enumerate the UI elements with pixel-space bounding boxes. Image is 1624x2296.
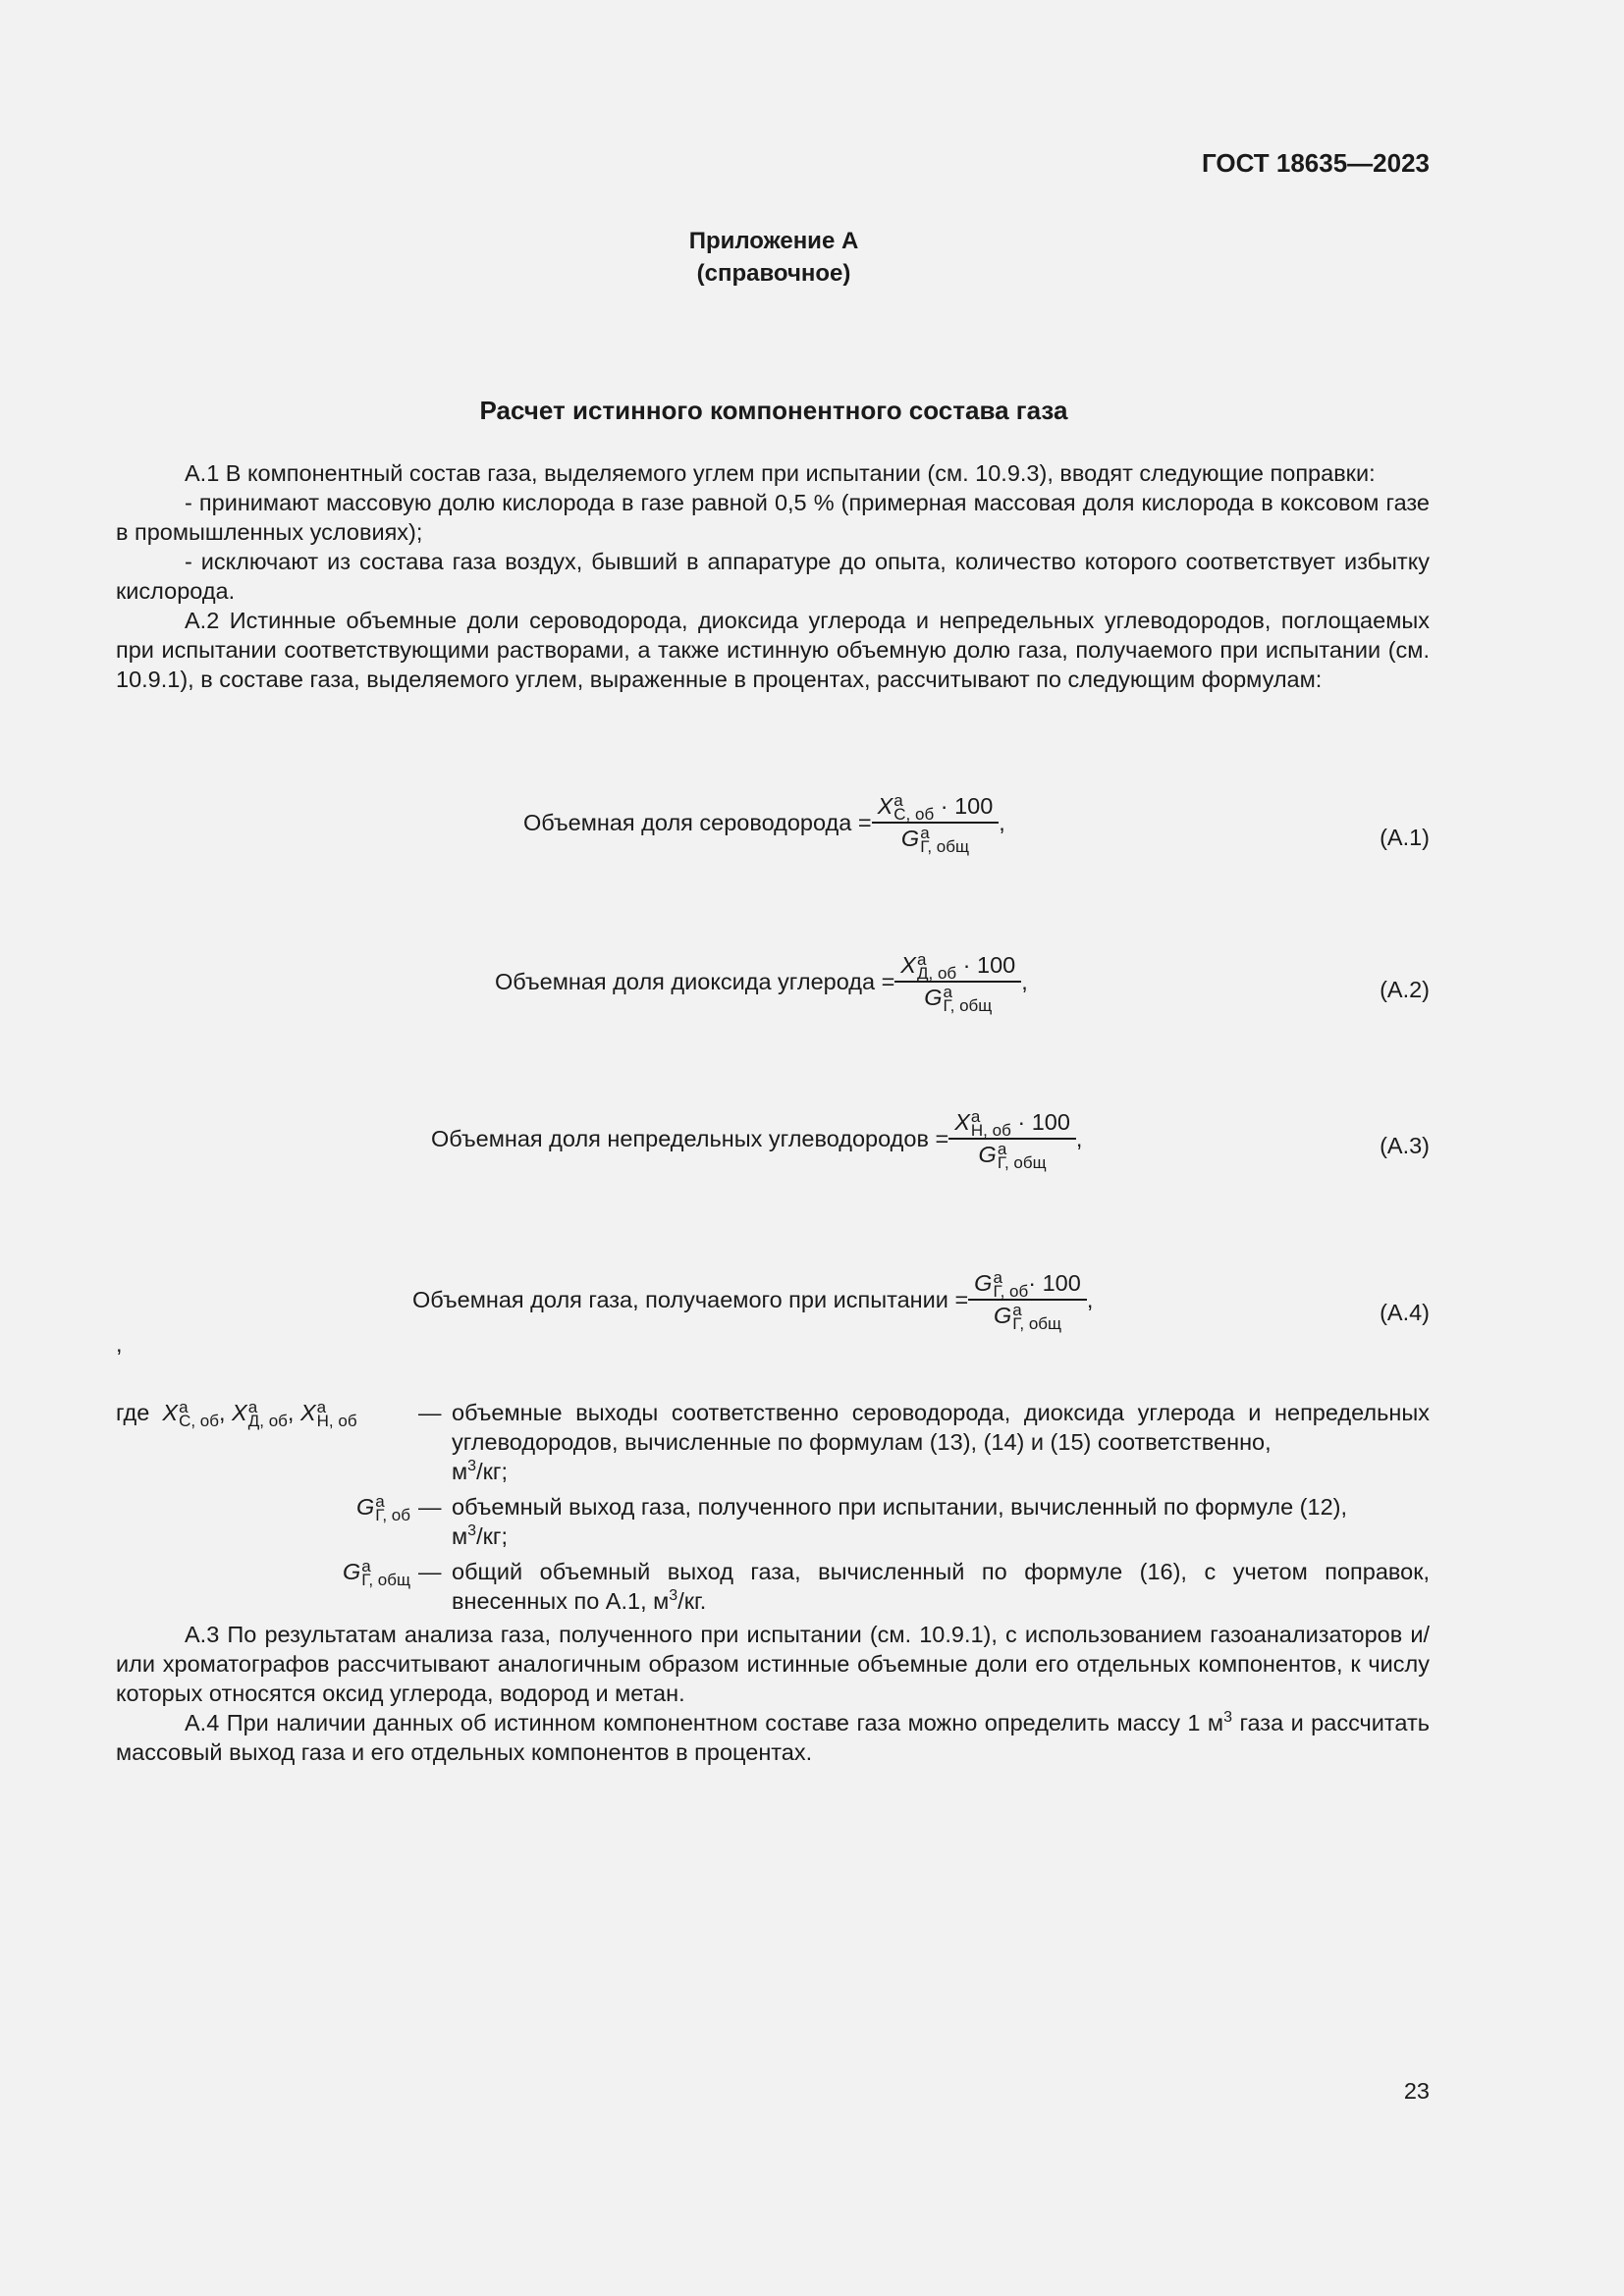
denominator: G а Г, общ: [924, 982, 993, 1015]
formula-a3: [431, 1108, 1082, 1170]
numerator: X а С, об · 100: [872, 792, 1000, 824]
paragraph-a1: А.1 В компонентный состав газа, выделяемого углем при испытании (см. 10.9.3), вводят следующие поправки:: [185, 460, 1376, 486]
formula-label: Объемная доля непредельных углеводородов =: [431, 1126, 949, 1152]
document-code: ГОСТ 18635—2023: [1202, 148, 1430, 178]
definition-symbols: G а Г, об: [355, 1491, 410, 1524]
formula-label: Объемная доля сероводорода =: [523, 810, 872, 836]
fraction: [894, 951, 1021, 1013]
equation-number: (А.1): [1380, 825, 1430, 850]
formula-a1: [523, 792, 1005, 854]
definition-row: [116, 1398, 1430, 1486]
denominator: G а Г, общ: [978, 1139, 1047, 1172]
fraction: [872, 792, 1000, 854]
numerator: G а Г, об · 100: [968, 1269, 1087, 1301]
equation-number: (А.3): [1380, 1133, 1430, 1158]
paragraph-a4: А.4 При наличии данных об истинном компонентном составе газа можно определить массу 1 $м^3$ газа и рассчитать массовый выход газа и его отдельных компонентов в процентах.: [116, 1709, 1430, 1765]
numerator: X а Д, об · 100: [894, 951, 1021, 983]
paragraph-a3: А.3 По результатам анализа газа, полученного при испытании (см. 10.9.1), с использованием газоанализаторов и/или хроматографов рассчитывают аналогичным образом истинные объемные доли его отдельных компонентов, к числу которых относятся оксид углерода, водород и метан.: [116, 1622, 1430, 1706]
numerator: X а Н, об · 100: [948, 1108, 1076, 1140]
paragraph-a1-item2: - исключают из состава газа воздух, бывший в аппаратуре до опыта, количество которого соответствует избытку кислорода.: [116, 549, 1430, 604]
page-number: 23: [1403, 2078, 1430, 2104]
paragraph-a1-item1: - принимают массовую долю кислорода в газе равной 0,5 % (примерная массовая доля кислорода в коксовом газе в промышленных условиях);: [116, 490, 1430, 545]
formula-label: Объемная доля диоксида углерода =: [495, 969, 895, 995]
equation-number: (А.4): [1380, 1300, 1430, 1325]
appendix-title: Приложение А: [688, 228, 859, 254]
definition-text: объемные выходы соответственно сероводорода, диоксида углерода и непредельных углеводородов, вычисленные по формулам (13), (14) и (15) соответственно, $м^3/кг$;: [452, 1400, 1430, 1484]
intro-text: [116, 458, 1430, 694]
definition-row: [116, 1557, 1430, 1616]
formula-comma: ,: [999, 810, 1005, 836]
definition-dash: —: [418, 1494, 442, 1520]
formula-comma: ,: [1021, 969, 1028, 995]
formula-a4: [412, 1269, 1093, 1331]
definition-symbols: G а Г, общ: [342, 1556, 410, 1589]
appendix-type: (справочное): [696, 260, 851, 287]
formula-comma: ,: [1075, 1126, 1083, 1152]
where-label: где: [116, 1400, 150, 1425]
denominator: G а Г, общ: [900, 823, 969, 856]
formula-comma: ,: [1086, 1287, 1094, 1313]
fraction: [968, 1269, 1087, 1331]
formula-label: Объемная доля газа, получаемого при испытании =: [412, 1287, 969, 1313]
equation-number: (А.2): [1380, 977, 1430, 1002]
appendix-heading: [0, 225, 1547, 290]
stray-comma: ,: [116, 1331, 123, 1357]
symbol-definitions: [116, 1398, 1430, 1767]
paragraph-a2: А.2 Истинные объемные доли сероводорода, диоксида углерода и непредельных углеводородов, поглощаемых при испытании соответствующими растворами, а также истинную объемную долю газа, получаемого при испытании (см. 10.9.1), в составе газа, выделяемого углем, выраженные в процентах, рассчитывают по следующим формулам:: [116, 608, 1430, 692]
fraction: [948, 1108, 1076, 1170]
definition-dash: —: [418, 1559, 442, 1584]
definition-dash: —: [418, 1400, 442, 1425]
definition-symbols: где X а С, об , X а Д, об , X а Н, об: [116, 1397, 357, 1430]
definition-row: [116, 1492, 1430, 1551]
definition-text: общий объемный выход газа, вычисленный по формуле (16), с учетом поправок, внесенных по А.1, $м^3/кг$.: [452, 1559, 1430, 1614]
section-title: Расчет истинного компонентного состава газа: [479, 396, 1068, 425]
denominator: G а Г, общ: [993, 1300, 1062, 1333]
formula-a2: [495, 951, 1028, 1013]
definition-text: объемный выход газа, полученного при испытании, вычисленный по формуле (12), $м^3/кг$;: [452, 1494, 1348, 1549]
